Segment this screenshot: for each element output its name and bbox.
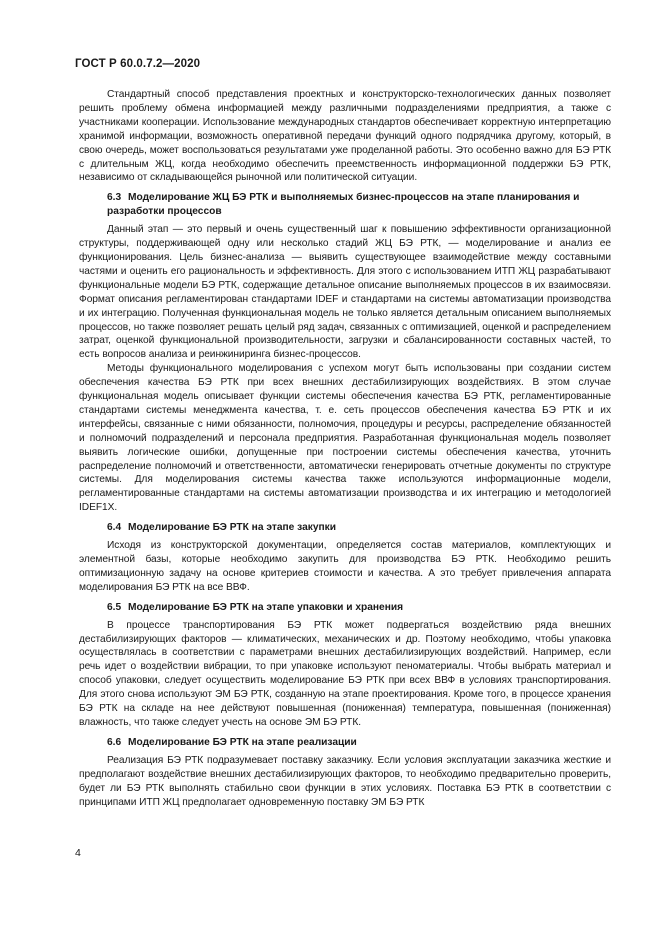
- section-number: 6.3: [107, 192, 122, 204]
- section-heading-6-3: [79, 191, 611, 219]
- section-number: 6.6: [107, 736, 122, 748]
- paragraph: В процессе транспортирования БЭ РТК может подвергаться воздействию ряда внешних дестабилизирующих факторов — климатических, механических и др. Поэтому необходимо, чтобы упаковка осуществлялась в соответствии с параметрами внешних дестабилизирующих воздействий. Например, если речь идет о воздействии вибрации, то при упаковке используют пеноматериалы. Чтобы выбрать материал и способ упаковки, следует осуществить моделирование БЭ РТК при всех ВВФ в условиях транспортирования. Для этого снова используют ЭМ БЭ РТК, созданную на этапе проектирования. Кроме того, в процессе хранения БЭ РТК на складе на нее действуют повышенная (пониженная) температура, повышенная (пониженная) влажность, что также следует учесть на основе ЭМ БЭ РТК.: [79, 619, 611, 728]
- intro-paragraph: Стандартный способ представления проектных и конструкторско-технологических данных позволяет решить проблему обмена информацией между различными подразделениями предприятия, а также с участниками кооперации. Использование международных стандартов обеспечивает корректную интерпретацию хранимой информации, возможность оперативной передачи функций одного подрядчика другому, который, в свою очередь, может воспользоваться результатами уже проделанной работы. Это особенно важно для БЭ РТК с длительным ЖЦ, когда необходимо обеспечить преемственность информационной поддержки БЭ РТК, независимо от складывающейся рыночной или политической ситуации.: [79, 89, 611, 184]
- paragraph: Исходя из конструкторской документации, определяется состав материалов, комплектующих и элементной базы, которые необходимо закупить для производства БЭ РТК. Необходимо решить оптимизационную задачу на основе критериев стоимости и качества. А это требует привлечения аппарата моделирования БЭ РТК на все ВВФ.: [79, 540, 611, 593]
- section-number: 6.5: [107, 601, 122, 613]
- section-heading-6-4: [79, 521, 611, 535]
- document-body: [79, 88, 611, 809]
- page-number: 4: [75, 847, 81, 859]
- section-title: Моделирование БЭ РТК на этапе упаковки и хранения: [128, 601, 404, 613]
- section-title: Моделирование ЖЦ БЭ РТК и выполняемых бизнес-процессов на этапе планирования и разработки процессов: [107, 192, 580, 218]
- section-number: 6.4: [107, 522, 122, 534]
- paragraph: Методы функционального моделирования с успехом могут быть использованы при создании систем обеспечения качества БЭ РТК при всех внешних дестабилизирующих воздействиях. В этом случае функциональная модель описывает функции системы обеспечения качества БЭ РТК, регламентированные стандартами системы менеджмента качества, т. е. сеть процессов обеспечения качества БЭ РТК и их интерфейсы, связанные с ними обязанности, полномочия, процедуры и ресурсы, распределение обязанностей и полномочий подразделений и персонала предприятия. Разработанная функциональная модель позволяет выявить логические ошибки, допущенные при построении системы обеспечения качества, уточнить распределение полномочий и ответственности, автоматически генерировать отчетные документы по структуре системы. Для моделирования системы качества также используются информационные модели, регламентированные стандартами на системы автоматизации производства и их интеграцию и методологией IDEF1X.: [79, 363, 611, 514]
- section-heading-6-6: [79, 736, 611, 750]
- section-title: Моделирование БЭ РТК на этапе реализации: [128, 736, 357, 748]
- section-heading-6-5: [79, 601, 611, 615]
- section-title: Моделирование БЭ РТК на этапе закупки: [128, 522, 337, 534]
- paragraph: Реализация БЭ РТК подразумевает поставку заказчику. Если условия эксплуатации заказчика жесткие и предполагают воздействие внешних дестабилизирующих факторов, то необходимо предварительно проверить, будет ли БЭ РТК выполнять стабильно свои функции в этих условиях. Поставка БЭ РТК в соответствии с принципами ИТП ЖЦ предполагает одновременную поставку ЭМ БЭ РТК: [79, 754, 611, 808]
- paragraph: Данный этап — это первый и очень существенный шаг к повышению эффективности организационной структуры, поддерживающей одну или несколько стадий ЖЦ БЭ РТК, — моделирование и анализ ее функционирования. Цель бизнес-анализа — выявить существующее взаимодействие между составными частями и оценить его рациональность и эффективность. Для этого с использованием ИТП ЖЦ разрабатывают функциональные модели БЭ РТК, содержащие детальное описание выполняемых процессов в их взаимосвязи. Формат описания регламентирован стандартами IDEF и стандартами на системы автоматизации производства и их интеграцию. Полученная функциональная модель не только является детальным описанием выполняемых процессов, но также позволяет решать целый ряд задач, связанных с оптимизацией, оценкой и распределением затрат, оценкой функциональной производительности, загрузки и сбалансированности составных частей, то есть вопросов анализа и реинжиниринга бизнес-процессов.: [79, 224, 611, 361]
- standard-number-header: ГОСТ Р 60.0.7.2—2020: [75, 58, 201, 70]
